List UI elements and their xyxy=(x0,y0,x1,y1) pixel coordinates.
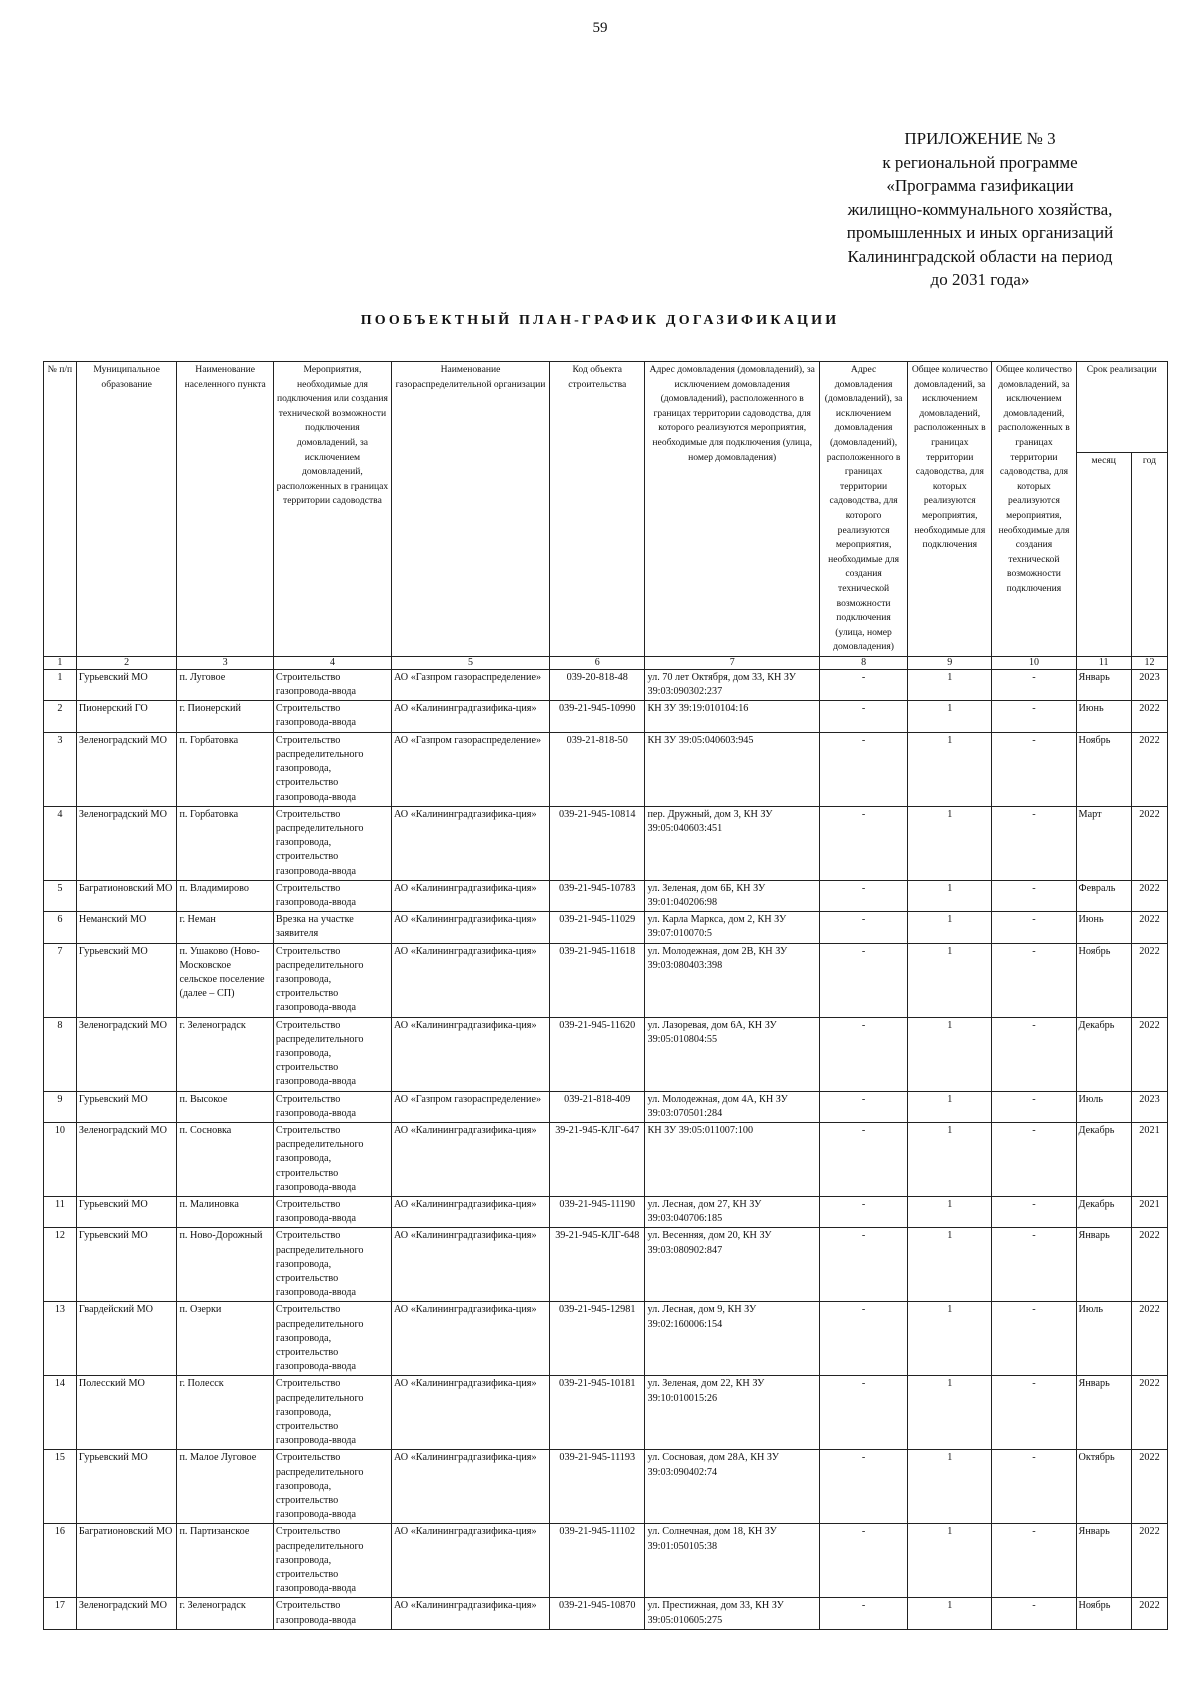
count-tech-cell: - xyxy=(992,806,1076,880)
municipality-cell: Гурьевский МО xyxy=(76,1228,177,1302)
measure-cell: Строительство распределительного газопровода, строительство газопровода-ввода xyxy=(273,806,391,880)
address-cell: КН ЗУ 39:05:011007:100 xyxy=(645,1122,819,1196)
object-code-cell: 039-21-945-10990 xyxy=(550,701,645,732)
settlement-cell: п. Малиновка xyxy=(177,1196,273,1227)
column-number: 11 xyxy=(1076,656,1131,669)
table-row xyxy=(44,1302,1168,1376)
organization-cell: АО «Калининградгазифика-ция» xyxy=(391,880,549,911)
year-cell: 2022 xyxy=(1131,1017,1167,1091)
measure-cell: Строительство газопровода-ввода xyxy=(273,669,391,700)
appendix-line: к региональной программе xyxy=(882,152,1078,172)
year-cell: 2023 xyxy=(1131,1091,1167,1122)
count-tech-cell: - xyxy=(992,1122,1076,1196)
row-number: 4 xyxy=(44,806,77,880)
settlement-cell: п. Горбатовка xyxy=(177,806,273,880)
column-number: 3 xyxy=(177,656,273,669)
row-number: 13 xyxy=(44,1302,77,1376)
settlement-cell: г. Неман xyxy=(177,912,273,943)
count-tech-cell: - xyxy=(992,1302,1076,1376)
year-cell: 2022 xyxy=(1131,912,1167,943)
measure-cell: Строительство газопровода-ввода xyxy=(273,701,391,732)
year-cell: 2022 xyxy=(1131,732,1167,806)
count-tech-cell: - xyxy=(992,1450,1076,1524)
municipality-cell: Зеленоградский МО xyxy=(76,1122,177,1196)
count-tech-cell: - xyxy=(992,1196,1076,1227)
object-code-cell: 039-21-945-10783 xyxy=(550,880,645,911)
object-code-cell: 39-21-945-КЛГ-648 xyxy=(550,1228,645,1302)
table-row xyxy=(44,943,1168,1017)
settlement-cell: п. Горбатовка xyxy=(177,732,273,806)
measure-cell: Строительство распределительного газопровода, строительство газопровода-ввода xyxy=(273,1376,391,1450)
count-connect-cell: 1 xyxy=(908,1598,992,1629)
address-cell: ул. Солнечная, дом 18, КН ЗУ 39:01:050105:38 xyxy=(645,1524,819,1598)
garden-address-cell: - xyxy=(819,1376,907,1450)
garden-address-cell: - xyxy=(819,1598,907,1629)
organization-cell: АО «Калининградгазифика-ция» xyxy=(391,1196,549,1227)
month-cell: Декабрь xyxy=(1076,1122,1131,1196)
garden-address-cell: - xyxy=(819,732,907,806)
count-tech-cell: - xyxy=(992,669,1076,700)
municipality-cell: Гурьевский МО xyxy=(76,1196,177,1227)
measure-cell: Врезка на участке заявителя xyxy=(273,912,391,943)
address-cell: ул. Зеленая, дом 6Б, КН ЗУ 39:01:040206:98 xyxy=(645,880,819,911)
header-n: № п/п xyxy=(44,362,77,657)
count-tech-cell: - xyxy=(992,732,1076,806)
column-number: 9 xyxy=(908,656,992,669)
row-number: 6 xyxy=(44,912,77,943)
organization-cell: АО «Калининградгазифика-ция» xyxy=(391,1524,549,1598)
count-connect-cell: 1 xyxy=(908,701,992,732)
month-cell: Март xyxy=(1076,806,1131,880)
garden-address-cell: - xyxy=(819,806,907,880)
count-tech-cell: - xyxy=(992,1091,1076,1122)
header-total-tech: Общее количество домовладений, за исключением домовладений, расположенных в границах территории садоводства, для которых реализуются мероприятия, необходимые для создания технической возможности подключения xyxy=(992,362,1076,657)
settlement-cell: п. Малое Луговое xyxy=(177,1450,273,1524)
year-cell: 2022 xyxy=(1131,1524,1167,1598)
measure-cell: Строительство газопровода-ввода xyxy=(273,1091,391,1122)
row-number: 14 xyxy=(44,1376,77,1450)
appendix-caption xyxy=(820,127,1140,292)
measure-cell: Строительство распределительного газопровода, строительство газопровода-ввода xyxy=(273,1450,391,1524)
row-number: 11 xyxy=(44,1196,77,1227)
settlement-cell: п. Ушаково (Ново-Московское сельское поселение (далее – СП) xyxy=(177,943,273,1017)
count-connect-cell: 1 xyxy=(908,669,992,700)
object-code-cell: 039-21-818-409 xyxy=(550,1091,645,1122)
year-cell: 2023 xyxy=(1131,669,1167,700)
measure-cell: Строительство распределительного газопровода, строительство газопровода-ввода xyxy=(273,1302,391,1376)
table-row xyxy=(44,1450,1168,1524)
document-title: ПООБЪЕКТНЫЙ ПЛАН-ГРАФИК ДОГАЗИФИКАЦИИ xyxy=(360,313,840,328)
row-number: 10 xyxy=(44,1122,77,1196)
table-row xyxy=(44,701,1168,732)
table-header xyxy=(44,362,1168,657)
object-code-cell: 039-21-945-11029 xyxy=(550,912,645,943)
municipality-cell: Зеленоградский МО xyxy=(76,732,177,806)
count-connect-cell: 1 xyxy=(908,1524,992,1598)
row-number: 2 xyxy=(44,701,77,732)
measure-cell: Строительство распределительного газопровода, строительство газопровода-ввода xyxy=(273,1524,391,1598)
row-number: 15 xyxy=(44,1450,77,1524)
organization-cell: АО «Калининградгазифика-ция» xyxy=(391,1228,549,1302)
month-cell: Июнь xyxy=(1076,701,1131,732)
table-row xyxy=(44,669,1168,700)
count-connect-cell: 1 xyxy=(908,1228,992,1302)
count-tech-cell: - xyxy=(992,701,1076,732)
month-cell: Январь xyxy=(1076,1524,1131,1598)
count-tech-cell: - xyxy=(992,1376,1076,1450)
year-cell: 2021 xyxy=(1131,1196,1167,1227)
object-code-cell: 039-21-945-10870 xyxy=(550,1598,645,1629)
address-cell: ул. Престижная, дом 33, КН ЗУ 39:05:010605:275 xyxy=(645,1598,819,1629)
count-connect-cell: 1 xyxy=(908,1376,992,1450)
row-number: 17 xyxy=(44,1598,77,1629)
count-connect-cell: 1 xyxy=(908,943,992,1017)
month-cell: Январь xyxy=(1076,669,1131,700)
address-cell: ул. Молодежная, дом 2В, КН ЗУ 39:03:080403:398 xyxy=(645,943,819,1017)
header-term: Срок реализации xyxy=(1076,362,1167,453)
organization-cell: АО «Калининградгазифика-ция» xyxy=(391,912,549,943)
garden-address-cell: - xyxy=(819,912,907,943)
table-row xyxy=(44,806,1168,880)
header-total-connect: Общее количество домовладений, за исключением домовладений, расположенных в границах территории садоводства, для которых реализуются мероприятия, необходимые для подключения xyxy=(908,362,992,657)
count-tech-cell: - xyxy=(992,1228,1076,1302)
column-number: 6 xyxy=(550,656,645,669)
object-code-cell: 039-21-945-10181 xyxy=(550,1376,645,1450)
month-cell: Январь xyxy=(1076,1376,1131,1450)
garden-address-cell: - xyxy=(819,1302,907,1376)
appendix-line: ПРИЛОЖЕНИЕ № 3 xyxy=(904,129,1056,148)
municipality-cell: Багратионовский МО xyxy=(76,880,177,911)
month-cell: Ноябрь xyxy=(1076,1598,1131,1629)
garden-address-cell: - xyxy=(819,1196,907,1227)
count-tech-cell: - xyxy=(992,1598,1076,1629)
measure-cell: Строительство распределительного газопровода, строительство газопровода-ввода xyxy=(273,1122,391,1196)
column-number: 4 xyxy=(273,656,391,669)
municipality-cell: Зеленоградский МО xyxy=(76,806,177,880)
object-code-cell: 039-21-945-10814 xyxy=(550,806,645,880)
row-number: 3 xyxy=(44,732,77,806)
address-cell: КН ЗУ 39:19:010104:16 xyxy=(645,701,819,732)
count-tech-cell: - xyxy=(992,912,1076,943)
table-row xyxy=(44,1524,1168,1598)
address-cell: ул. Карла Маркса, дом 2, КН ЗУ 39:07:010070:5 xyxy=(645,912,819,943)
year-cell: 2022 xyxy=(1131,701,1167,732)
garden-address-cell: - xyxy=(819,943,907,1017)
month-cell: Январь xyxy=(1076,1228,1131,1302)
column-number: 5 xyxy=(391,656,549,669)
row-number: 7 xyxy=(44,943,77,1017)
organization-cell: АО «Калининградгазифика-ция» xyxy=(391,1122,549,1196)
count-tech-cell: - xyxy=(992,943,1076,1017)
column-number: 1 xyxy=(44,656,77,669)
page-number: 59 xyxy=(592,20,608,36)
year-cell: 2022 xyxy=(1131,880,1167,911)
count-tech-cell: - xyxy=(992,1524,1076,1598)
table-row xyxy=(44,1091,1168,1122)
object-code-cell: 039-21-818-50 xyxy=(550,732,645,806)
address-cell: КН ЗУ 39:05:040603:945 xyxy=(645,732,819,806)
organization-cell: АО «Калининградгазифика-ция» xyxy=(391,1017,549,1091)
month-cell: Февраль xyxy=(1076,880,1131,911)
organization-cell: АО «Калининградгазифика-ция» xyxy=(391,1376,549,1450)
header-year: год xyxy=(1131,452,1167,656)
garden-address-cell: - xyxy=(819,1017,907,1091)
settlement-cell: п. Озерки xyxy=(177,1302,273,1376)
month-cell: Ноябрь xyxy=(1076,732,1131,806)
organization-cell: АО «Калининградгазифика-ция» xyxy=(391,701,549,732)
settlement-cell: г. Зеленоградск xyxy=(177,1598,273,1629)
count-connect-cell: 1 xyxy=(908,1091,992,1122)
table-body xyxy=(44,656,1168,1629)
table-row xyxy=(44,732,1168,806)
municipality-cell: Гвардейский МО xyxy=(76,1302,177,1376)
count-connect-cell: 1 xyxy=(908,1302,992,1376)
row-number: 5 xyxy=(44,880,77,911)
year-cell: 2021 xyxy=(1131,1122,1167,1196)
address-cell: ул. Лазоревая, дом 6А, КН ЗУ 39:05:010804:55 xyxy=(645,1017,819,1091)
count-connect-cell: 1 xyxy=(908,880,992,911)
row-number: 16 xyxy=(44,1524,77,1598)
organization-cell: АО «Калининградгазифика-ция» xyxy=(391,1302,549,1376)
organization-cell: АО «Калининградгазифика-ция» xyxy=(391,943,549,1017)
month-cell: Ноябрь xyxy=(1076,943,1131,1017)
count-connect-cell: 1 xyxy=(908,912,992,943)
row-number: 1 xyxy=(44,669,77,700)
municipality-cell: Зеленоградский МО xyxy=(76,1598,177,1629)
header-settlement: Наименование населенного пункта xyxy=(177,362,273,657)
month-cell: Июль xyxy=(1076,1091,1131,1122)
measure-cell: Строительство распределительного газопровода, строительство газопровода-ввода xyxy=(273,1228,391,1302)
year-cell: 2022 xyxy=(1131,1450,1167,1524)
column-number: 7 xyxy=(645,656,819,669)
appendix-line: Калининградской области на период xyxy=(847,246,1113,266)
object-code-cell: 039-21-945-11618 xyxy=(550,943,645,1017)
municipality-cell: Багратионовский МО xyxy=(76,1524,177,1598)
measure-cell: Строительство распределительного газопровода, строительство газопровода-ввода xyxy=(273,1017,391,1091)
organization-cell: АО «Калининградгазифика-ция» xyxy=(391,1450,549,1524)
header-measures: Мероприятия, необходимые для подключения или создания технической возможности подключения домовладений, за исключением домовладений, расположенных в границах территории садоводства xyxy=(273,362,391,657)
year-cell: 2022 xyxy=(1131,806,1167,880)
year-cell: 2022 xyxy=(1131,1302,1167,1376)
garden-address-cell: - xyxy=(819,1091,907,1122)
year-cell: 2022 xyxy=(1131,1598,1167,1629)
appendix-line: до 2031 года» xyxy=(930,270,1030,289)
count-tech-cell: - xyxy=(992,1017,1076,1091)
garden-address-cell: - xyxy=(819,669,907,700)
address-cell: ул. Весенняя, дом 20, КН ЗУ 39:03:080902:847 xyxy=(645,1228,819,1302)
header-garden-address: Адрес домовладения (домовладений), за исключением домовладения (домовладений), расположенного в границах территории садоводства, для которого реализуются мероприятия, необходимые для создания технической возможности подключения (улица, номер домовладения) xyxy=(819,362,907,657)
table-row xyxy=(44,1598,1168,1629)
settlement-cell: п. Партизанское xyxy=(177,1524,273,1598)
object-code-cell: 39-21-945-КЛГ-647 xyxy=(550,1122,645,1196)
table-row xyxy=(44,1228,1168,1302)
measure-cell: Строительство газопровода-ввода xyxy=(273,1196,391,1227)
address-cell: ул. Лесная, дом 9, КН ЗУ 39:02:160006:154 xyxy=(645,1302,819,1376)
garden-address-cell: - xyxy=(819,880,907,911)
header-address: Адрес домовладения (домовладений), за исключением домовладения (домовладений), расположенного в границах территории садоводства, для которого реализуются мероприятия, необходимые для подключения (улица, номер домовладения) xyxy=(645,362,819,657)
year-cell: 2022 xyxy=(1131,943,1167,1017)
settlement-cell: п. Сосновка xyxy=(177,1122,273,1196)
municipality-cell: Полесский МО xyxy=(76,1376,177,1450)
municipality-cell: Гурьевский МО xyxy=(76,943,177,1017)
month-cell: Декабрь xyxy=(1076,1196,1131,1227)
row-number: 12 xyxy=(44,1228,77,1302)
header-gdo: Наименование газораспределительной организации xyxy=(391,362,549,657)
garden-address-cell: - xyxy=(819,701,907,732)
object-code-cell: 039-21-945-11620 xyxy=(550,1017,645,1091)
address-cell: ул. Зеленая, дом 22, КН ЗУ 39:10:010015:26 xyxy=(645,1376,819,1450)
settlement-cell: п. Луговое xyxy=(177,669,273,700)
appendix-line: «Программа газификации xyxy=(886,176,1074,195)
year-cell: 2022 xyxy=(1131,1228,1167,1302)
appendix-line: жилищно-коммунального хозяйства, xyxy=(847,199,1113,219)
measure-cell: Строительство распределительного газопровода, строительство газопровода-ввода xyxy=(273,732,391,806)
address-cell: ул. 70 лет Октября, дом 33, КН ЗУ 39:03:090302:237 xyxy=(645,669,819,700)
municipality-cell: Гурьевский МО xyxy=(76,669,177,700)
municipality-cell: Неманский МО xyxy=(76,912,177,943)
month-cell: Октябрь xyxy=(1076,1450,1131,1524)
settlement-cell: г. Зеленоградск xyxy=(177,1017,273,1091)
count-connect-cell: 1 xyxy=(908,1017,992,1091)
count-connect-cell: 1 xyxy=(908,806,992,880)
row-number: 8 xyxy=(44,1017,77,1091)
year-cell: 2022 xyxy=(1131,1376,1167,1450)
column-number: 10 xyxy=(992,656,1076,669)
month-cell: Июль xyxy=(1076,1302,1131,1376)
count-connect-cell: 1 xyxy=(908,732,992,806)
object-code-cell: 039-21-945-11190 xyxy=(550,1196,645,1227)
count-connect-cell: 1 xyxy=(908,1196,992,1227)
table-row xyxy=(44,1122,1168,1196)
header-code: Код объекта строительства xyxy=(550,362,645,657)
header-month: месяц xyxy=(1076,452,1131,656)
appendix-line: промышленных и иных организаций xyxy=(846,223,1114,242)
garden-address-cell: - xyxy=(819,1524,907,1598)
object-code-cell: 039-21-945-11102 xyxy=(550,1524,645,1598)
measure-cell: Строительство газопровода-ввода xyxy=(273,880,391,911)
table-row xyxy=(44,1196,1168,1227)
measure-cell: Строительство газопровода-ввода xyxy=(273,1598,391,1629)
object-code-cell: 039-21-945-11193 xyxy=(550,1450,645,1524)
settlement-cell: г. Пионерский xyxy=(177,701,273,732)
column-number: 2 xyxy=(76,656,177,669)
object-code-cell: 039-21-945-12981 xyxy=(550,1302,645,1376)
settlement-cell: п. Владимирово xyxy=(177,880,273,911)
garden-address-cell: - xyxy=(819,1450,907,1524)
column-number: 12 xyxy=(1131,656,1167,669)
table-row xyxy=(44,880,1168,911)
address-cell: ул. Лесная, дом 27, КН ЗУ 39:03:040706:185 xyxy=(645,1196,819,1227)
address-cell: пер. Дружный, дом 3, КН ЗУ 39:05:040603:451 xyxy=(645,806,819,880)
column-number: 8 xyxy=(819,656,907,669)
settlement-cell: п. Ново-Дорожный xyxy=(177,1228,273,1302)
table-row xyxy=(44,1376,1168,1450)
table-row xyxy=(44,912,1168,943)
address-cell: ул. Молодежная, дом 4А, КН ЗУ 39:03:070501:284 xyxy=(645,1091,819,1122)
header-municipality: Муниципальное образование xyxy=(76,362,177,657)
municipality-cell: Гурьевский МО xyxy=(76,1450,177,1524)
garden-address-cell: - xyxy=(819,1228,907,1302)
municipality-cell: Зеленоградский МО xyxy=(76,1017,177,1091)
municipality-cell: Гурьевский МО xyxy=(76,1091,177,1122)
count-connect-cell: 1 xyxy=(908,1122,992,1196)
garden-address-cell: - xyxy=(819,1122,907,1196)
organization-cell: АО «Газпром газораспределение» xyxy=(391,732,549,806)
month-cell: Декабрь xyxy=(1076,1017,1131,1091)
count-tech-cell: - xyxy=(992,880,1076,911)
gasification-plan-table xyxy=(43,361,1168,1630)
table-row xyxy=(44,1017,1168,1091)
organization-cell: АО «Газпром газораспределение» xyxy=(391,1091,549,1122)
organization-cell: АО «Калининградгазифика-ция» xyxy=(391,806,549,880)
measure-cell: Строительство распределительного газопровода, строительство газопровода-ввода xyxy=(273,943,391,1017)
organization-cell: АО «Газпром газораспределение» xyxy=(391,669,549,700)
count-connect-cell: 1 xyxy=(908,1450,992,1524)
organization-cell: АО «Калининградгазифика-ция» xyxy=(391,1598,549,1629)
column-number-row xyxy=(44,656,1168,669)
row-number: 9 xyxy=(44,1091,77,1122)
settlement-cell: г. Полесск xyxy=(177,1376,273,1450)
settlement-cell: п. Высокое xyxy=(177,1091,273,1122)
municipality-cell: Пионерский ГО xyxy=(76,701,177,732)
object-code-cell: 039-20-818-48 xyxy=(550,669,645,700)
month-cell: Июнь xyxy=(1076,912,1131,943)
address-cell: ул. Сосновая, дом 28А, КН ЗУ 39:03:090402:74 xyxy=(645,1450,819,1524)
